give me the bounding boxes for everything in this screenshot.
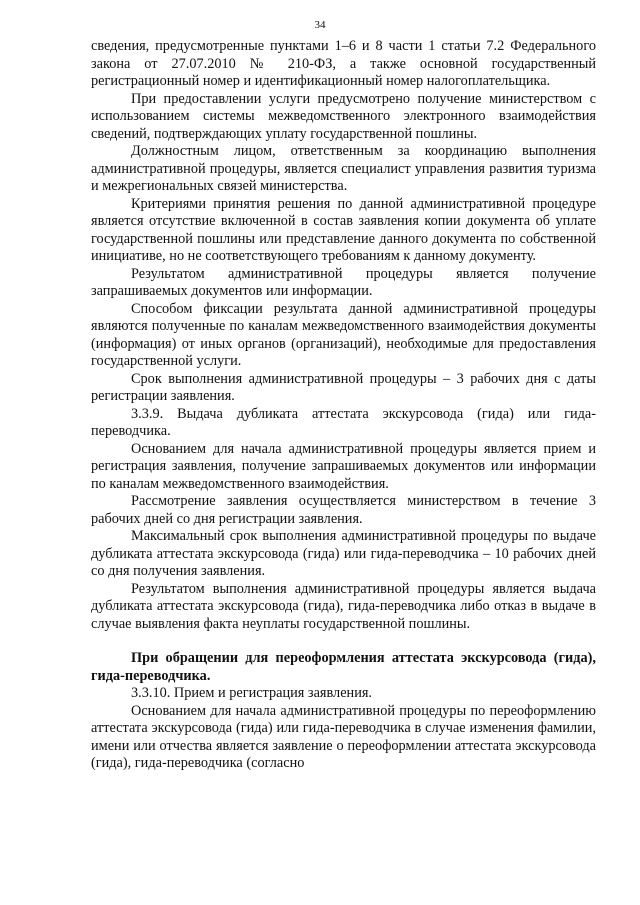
paragraph: При предоставлении услуги предусмотрено получение министерством с использованием системы межведомственного электронного взаимодействия сведений, подтверждающих уплату государственной пошлины. xyxy=(91,90,596,142)
paragraph: Результатом административной процедуры является получение запрашиваемых документов или информации. xyxy=(91,265,596,299)
section-paragraph: 3.3.10. Прием и регистрация заявления. xyxy=(131,685,372,701)
section-paragraph: 3.3.9. Выдача дубликата аттестата экскурсовода (гида) или гида-переводчика. xyxy=(91,405,596,439)
page-number: 34 xyxy=(314,19,326,31)
paragraph: Рассмотрение заявления осуществляется министерством в течение 3 рабочих дней со дня регистрации заявления. xyxy=(91,493,596,527)
paragraph: Результатом выполнения административной процедуры является выдача дубликата аттестата экскурсовода (гида), гида-переводчика либо отказ в выдаче в случае выявления факта неуплаты государственной пошлины. xyxy=(91,580,596,632)
paragraph: Срок выполнения административной процедуры – 3 рабочих дня с даты регистрации заявления. xyxy=(91,370,596,404)
section-heading: При обращении для переоформления аттестата экскурсовода (гида), гида-переводчика. xyxy=(91,650,596,684)
paragraph: Основанием для начала административной процедуры по переоформлению аттестата экскурсовода (гида) или гида-переводчика в случае изменения фамилии, имени или отчества является заявление о переоформлении аттестата экскурсовода (гида), гида-переводчика (согласно xyxy=(91,702,596,771)
document-body xyxy=(91,38,596,773)
paragraph: Основанием для начала административной процедуры является прием и регистрация заявления, получение запрашиваемых документов или информации по каналам межведомственного взаимодействия. xyxy=(91,440,596,492)
paragraph: сведения, предусмотренные пунктами 1–6 и 8 части 1 статьи 7.2 Федерального закона от 27.07.2010 № 210-ФЗ, а также основной государственный регистрационный номер и идентификационный номер налогоплательщика. xyxy=(91,38,596,89)
paragraph: Способом фиксации результата данной административной процедуры являются полученные по каналам межведомственного взаимодействия документы (информация) от иных органов (организаций), необходимые для предоставления государственной услуги. xyxy=(91,300,596,369)
paragraph: Максимальный срок выполнения административной процедуры по выдаче дубликата аттестата экскурсовода (гида) или гида-переводчика – 10 рабочих дней со дня получения заявления. xyxy=(91,528,596,579)
paragraph: Критериями принятия решения по данной административной процедуре является отсутствие включенной в состав заявления копии документа об уплате государственной пошлины или представление данного документа по собственной инициативе, но не соответствующего требованиям к данному документу. xyxy=(91,195,596,264)
paragraph: Должностным лицом, ответственным за координацию выполнения административной процедуры, является специалист управления развития туризма и межрегиональных связей министерства. xyxy=(91,143,596,194)
